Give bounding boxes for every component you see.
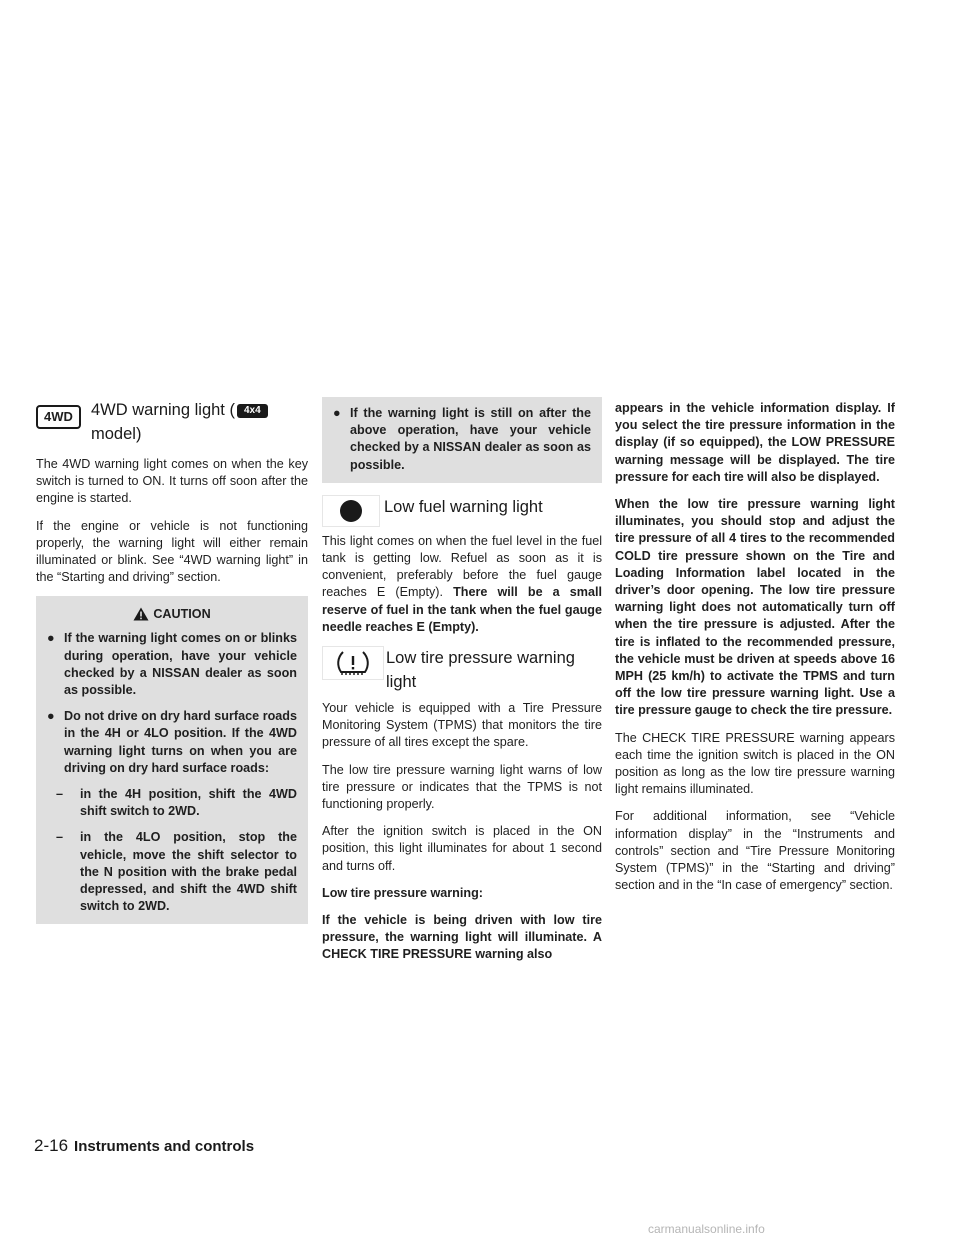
paragraph: When the low tire pressure warning light illuminates, you should stop and adjust the tire pressure of all 4 tires to the recommended COLD tire pressure shown on the Tire and Loading Information label located in the driver’s door opening. The low tire pressure warning light does not automatically turn off when the tire pressure is adjusted. After the tire is inflated to the recommended pressure, the vehicle must be driven at speeds above 16 MPH (25 km/h) to activate the TPMS and turn off the low tire pressure warning light. Use a tire pressure gauge to check the tire pressure.: [615, 497, 895, 718]
column-2: [322, 398, 602, 974]
caution-subitem: – in the 4LO position, stop the vehicle, move the shift selector to the N position with the brake pedal depressed, and shift the 4WD shift switch to 2WD.: [56, 830, 297, 914]
fuel-pump-icon: [322, 495, 380, 527]
section-title-tire: Low tire pressure warning light: [386, 649, 575, 692]
paragraph: If the vehicle is being driven with low tire pressure, the warning light will illuminate. A CHECK TIRE PRESSURE warning also: [322, 913, 602, 962]
caution-item: ● If the warning light comes on or blinks during operation, have your vehicle checked by a NISSAN dealer as soon as possible.: [47, 631, 297, 698]
column-1: [36, 398, 308, 924]
caution-box: [36, 596, 308, 924]
paragraph: After the ignition switch is placed in the ON position, this light illuminates for about 1 second and turns off.: [322, 824, 602, 873]
4wd-indicator-icon: 4WD: [36, 405, 81, 429]
page-number: 2-16: [34, 1136, 69, 1155]
paragraph: If the engine or vehicle is not functioning properly, the warning light will either remain illuminated or blink. See “4WD warning light” in the “Starting and driving” section.: [36, 518, 308, 585]
column-3: [615, 400, 895, 904]
bullet-icon: ●: [47, 709, 55, 724]
paragraph: The low tire pressure warning light warns of low tire pressure or indicates that the TPMS is not functioning properly.: [322, 762, 602, 812]
paragraph: This light comes on when the fuel level in the fuel tank is getting low. Refuel as soon as it is convenient, preferably before the fuel gauge reaches E (Empty). There will be a small reserve of fuel in the tank when the fuel gauge needle reaches E (Empty).: [322, 533, 602, 634]
subheading: Low tire pressure warning:: [322, 885, 483, 900]
section-title-4wd: 4WD warning light ( 4x4 model): [91, 398, 270, 446]
warning-triangle-icon: [133, 607, 149, 621]
caution-heading: CAUTION: [47, 604, 297, 624]
section-title-fuel: Low fuel warning light: [384, 497, 543, 516]
section-name: Instruments and controls: [74, 1138, 255, 1155]
caution-box-continued: [322, 397, 602, 483]
paragraph: appears in the vehicle information display. If you select the tire pressure information in the display (if so equipped), the LOW PRESSURE warning message will be displayed. The tire pressure for each tire will also be displayed.: [615, 401, 895, 484]
section-header-4wd: [36, 398, 308, 446]
caution-subitem: – in the 4H position, shift the 4WD shift switch to 2WD.: [56, 787, 297, 819]
paragraph: The CHECK TIRE PRESSURE warning appears each time the ignition switch is placed in the ON position as long as the low tire pressure warning light remains illuminated.: [615, 730, 895, 797]
page-footer: [34, 1136, 254, 1156]
caution-item: ● Do not drive on dry hard surface roads in the 4H or 4LO position. If the 4WD warning light turns on when you are driving on dry hard surface roads:: [47, 709, 297, 775]
watermark-text: carmanualsonline.info: [648, 1222, 765, 1236]
paragraph: The 4WD warning light comes on when the key switch is turned to ON. It turns off soon after the engine is started.: [36, 457, 308, 506]
section-header-tire: [322, 646, 602, 694]
4x4-badge-icon: 4x4: [237, 404, 268, 418]
paragraph: For additional information, see “Vehicle information display” in the “Instruments and controls” section and “Tire Pressure Monitoring System (TPMS)” in the “Starting and driving” section and in the “In case of emergency” section.: [615, 809, 895, 893]
section-header-fuel: [322, 495, 602, 527]
low-tire-pressure-icon: [322, 646, 384, 680]
paragraph: Your vehicle is equipped with a Tire Pressure Monitoring System (TPMS) that monitors the tire pressure of all tires except the spare.: [322, 701, 602, 750]
bullet-icon: ●: [47, 631, 55, 646]
caution-item: ● If the warning light is still on after the above operation, have your vehicle checked by a NISSAN dealer as soon as possible.: [333, 406, 591, 472]
bullet-icon: ●: [333, 406, 341, 420]
